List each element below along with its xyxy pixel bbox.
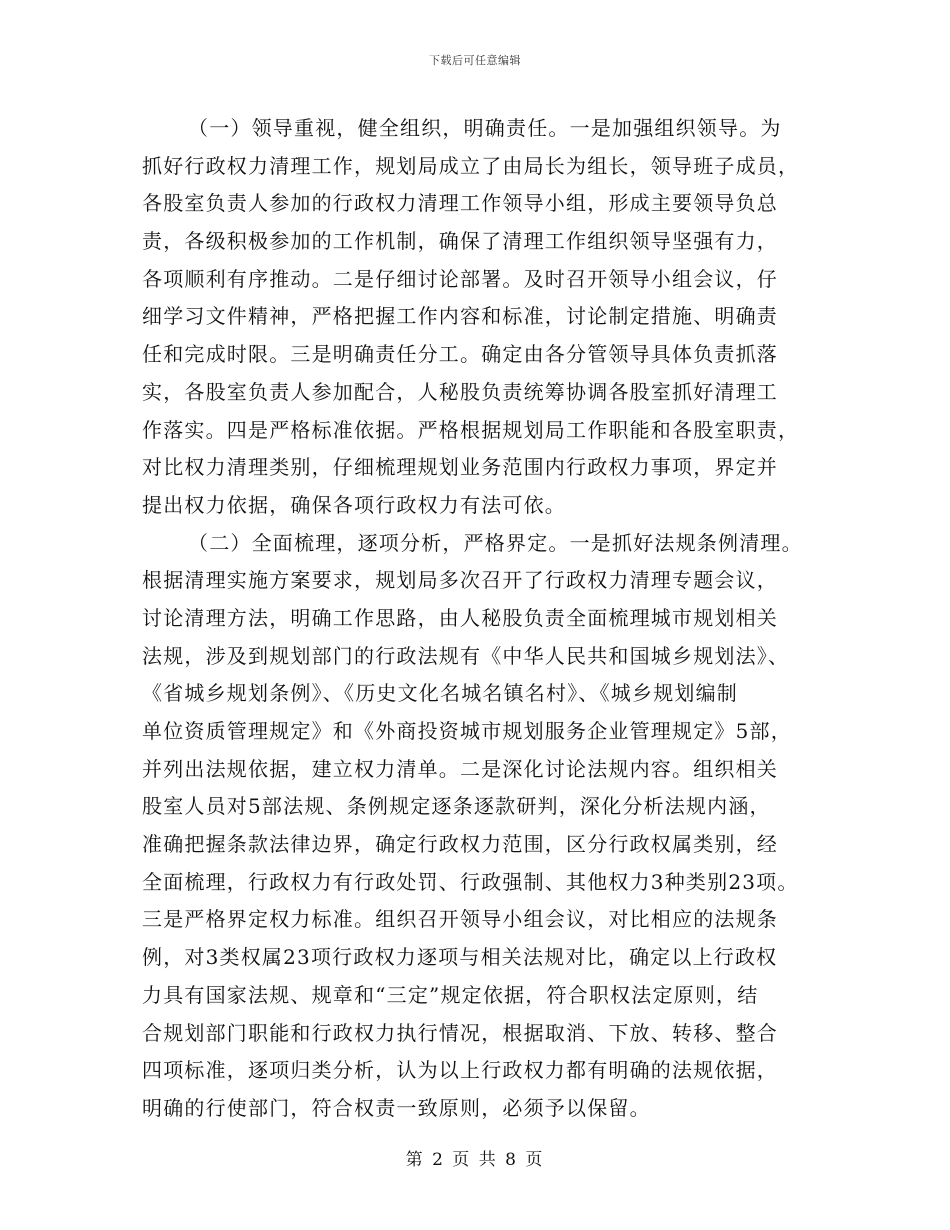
paragraph-line: （二）全面梳理，逐项分析，严格界定。一是抓好法规条例清理。 xyxy=(188,530,803,555)
paragraph-line: 明确的行使部门，符合权责一致原则，必须予以保留。 xyxy=(142,1095,651,1120)
paragraph-line: 讨论清理方法，明确工作思路，由人秘股负责全面梳理城市规划相关 xyxy=(142,605,778,630)
paragraph-line: 合规划部门职能和行政权力执行情况，根据取消、下放、转移、整合 xyxy=(142,1020,778,1045)
paragraph-line: 对比权力清理类别，仔细梳理规划业务范围内行政权力事项，界定并 xyxy=(142,455,778,480)
paragraph-line: 提出权力依据，确保各项行政权力有法可依。 xyxy=(142,492,566,517)
paragraph-line: 四项标准，逐项归类分析，认为以上行政权力都有明确的法规依据， xyxy=(142,1058,778,1083)
paragraph-line: 作落实。四是严格标准依据。严格根据规划局工作职能和各股室职责， xyxy=(142,417,800,442)
paragraph-line: 力具有国家法规、规章和“三定”规定依据，符合职权法定原则，结 xyxy=(142,982,759,1007)
page-number-footer: 第 2 页 共 8 页 xyxy=(405,1150,545,1170)
paragraph-line: 例，对3类权属23项行政权力逐项与相关法规对比，确定以上行政权 xyxy=(142,945,778,970)
body-text xyxy=(142,110,812,1128)
paragraph-line: 三是严格界定权力标准。组织召开领导小组会议，对比相应的法规条 xyxy=(142,907,778,932)
paragraph-line: 各项顺利有序推动。二是仔细讨论部署。及时召开领导小组会议，仔 xyxy=(142,266,778,291)
paragraph-line: 股室人员对5部法规、条例规定逐条逐款研判，深化分析法规内涵， xyxy=(142,794,771,819)
paragraph-line: 《省城乡规划条例》、《历史文化名城名镇名村》、《城乡规划编制 xyxy=(142,681,738,706)
paragraph-line: 并列出法规依据，建立权力清单。二是深化讨论法规内容。组织相关 xyxy=(142,756,778,781)
paragraph-line: 任和完成时限。三是明确责任分工。确定由各分管领导具体负责抓落 xyxy=(142,342,778,367)
paragraph-line: 准确把握条款法律边界，确定行政权力范围，区分行政权属类别，经 xyxy=(142,832,778,857)
paragraph-line: 根据清理实施方案要求，规划局多次召开了行政权力清理专题会议， xyxy=(142,568,778,593)
paragraph-line: 全面梳理，行政权力有行政处罚、行政强制、其他权力3种类别23项。 xyxy=(142,869,799,894)
paragraph-line: 抓好行政权力清理工作，规划局成立了由局长为组长，领导班子成员， xyxy=(142,153,800,178)
paragraph-line: （一）领导重视，健全组织，明确责任。一是加强组织领导。为 xyxy=(188,116,782,140)
paragraph-line: 细学习文件精神，严格把握工作内容和标准，讨论制定措施、明确责 xyxy=(142,304,778,329)
paragraph-line: 各股室负责人参加的行政权力清理工作领导小组，形成主要领导负总 xyxy=(142,191,778,216)
paragraph-line: 单位资质管理规定》和《外商投资城市规划服务企业管理规定》5部， xyxy=(142,719,792,743)
page-header: 下载后可任意编辑 xyxy=(429,54,521,67)
paragraph-line: 责，各级积极参加的工作机制，确保了清理工作组织领导坚强有力， xyxy=(142,229,778,254)
paragraph-line: 法规，涉及到规划部门的行政法规有《中华人民共和国城乡规划法》、 xyxy=(142,643,790,668)
paragraph-line: 实，各股室负责人参加配合，人秘股负责统筹协调各股室抓好清理工 xyxy=(142,379,778,404)
